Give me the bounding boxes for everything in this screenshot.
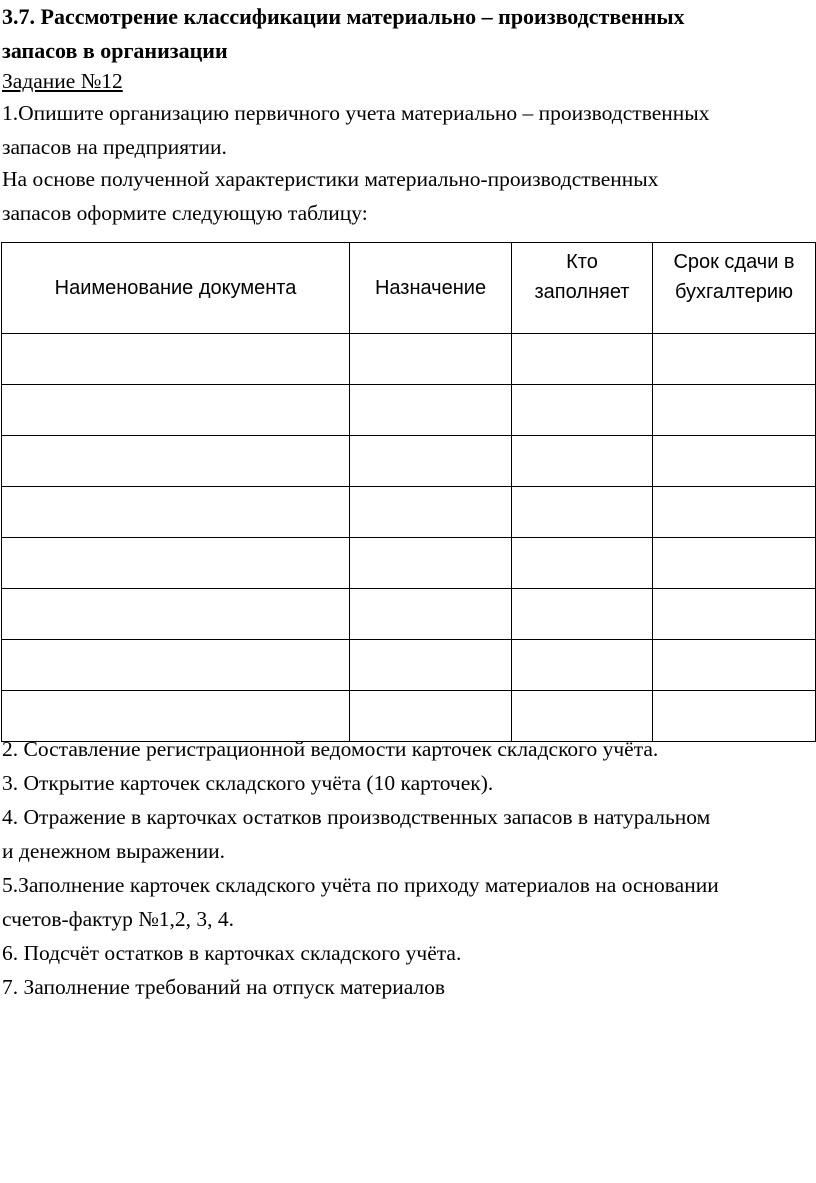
- table-cell: [350, 385, 512, 436]
- table-cell: [653, 589, 816, 640]
- table-cell: [350, 334, 512, 385]
- table-cell: [2, 385, 350, 436]
- step-line: 5.Заполнение карточек складского учёта по приходу материалов на основании: [2, 873, 719, 897]
- table-cell: [2, 487, 350, 538]
- table-cell: [512, 640, 653, 691]
- table-row: [2, 487, 816, 538]
- table-header-row: [2, 243, 816, 334]
- table-cell: [2, 334, 350, 385]
- task-item-1-line-1: 1.Опишите организацию первичного учета материально – производственных: [2, 101, 710, 125]
- table-cell: [350, 538, 512, 589]
- table-cell: [653, 487, 816, 538]
- table-body: [2, 334, 816, 742]
- section-title-line-2: запасов в организации: [2, 38, 228, 63]
- header-document-name: Наименование документа: [2, 243, 350, 334]
- table-cell: [512, 385, 653, 436]
- table-cell: [512, 487, 653, 538]
- table-instructions-line-2: запасов оформите следующую таблицу:: [2, 201, 368, 225]
- table-cell: [2, 436, 350, 487]
- table-cell: [512, 334, 653, 385]
- table-cell: [2, 589, 350, 640]
- table-row: [2, 334, 816, 385]
- table-row: [2, 640, 816, 691]
- documents-table: [1, 242, 816, 742]
- table-row: [2, 385, 816, 436]
- step-line: и денежном выражении.: [2, 839, 225, 863]
- header-purpose: Назначение: [350, 243, 512, 334]
- step-line: 2. Составление регистрационной ведомости карточек складского учёта.: [2, 737, 659, 761]
- header-who-fills: Кто заполняет: [512, 243, 653, 334]
- step-line: счетов-фактур №1,2, 3, 4.: [2, 907, 235, 931]
- table-row: [2, 589, 816, 640]
- header-submission-deadline: Срок сдачи в бухгалтерию: [653, 243, 816, 334]
- table-instructions-line-1: На основе полученной характеристики материально-производственных: [2, 167, 659, 191]
- table-cell: [350, 640, 512, 691]
- task-item-1-line-2: запасов на предприятии.: [2, 135, 227, 159]
- table-cell: [350, 487, 512, 538]
- section-title: [2, 0, 814, 68]
- step-line: 6. Подсчёт остатков в карточках складского учёта.: [2, 941, 462, 965]
- step-line: 3. Открытие карточек складского учёта (10 карточек).: [2, 771, 494, 795]
- table-cell: [2, 640, 350, 691]
- steps-list: [2, 732, 814, 1004]
- table-cell: [653, 640, 816, 691]
- task-item-1: [2, 96, 814, 164]
- table-cell: [653, 334, 816, 385]
- task-label: Задание №12: [2, 69, 123, 93]
- table-cell: [653, 436, 816, 487]
- table-cell: [512, 589, 653, 640]
- table-cell: [512, 538, 653, 589]
- step-line: 7. Заполнение требований на отпуск материалов: [2, 975, 446, 999]
- table-cell: [350, 436, 512, 487]
- table-instructions: [2, 162, 814, 230]
- table-row: [2, 538, 816, 589]
- table-cell: [512, 436, 653, 487]
- table-cell: [653, 385, 816, 436]
- section-title-line-1: 3.7. Рассмотрение классификации материально – производственных: [2, 4, 685, 29]
- table-row: [2, 436, 816, 487]
- table-cell: [2, 538, 350, 589]
- table-cell: [653, 538, 816, 589]
- table-cell: [350, 589, 512, 640]
- step-line: 4. Отражение в карточках остатков производственных запасов в натуральном: [2, 805, 711, 829]
